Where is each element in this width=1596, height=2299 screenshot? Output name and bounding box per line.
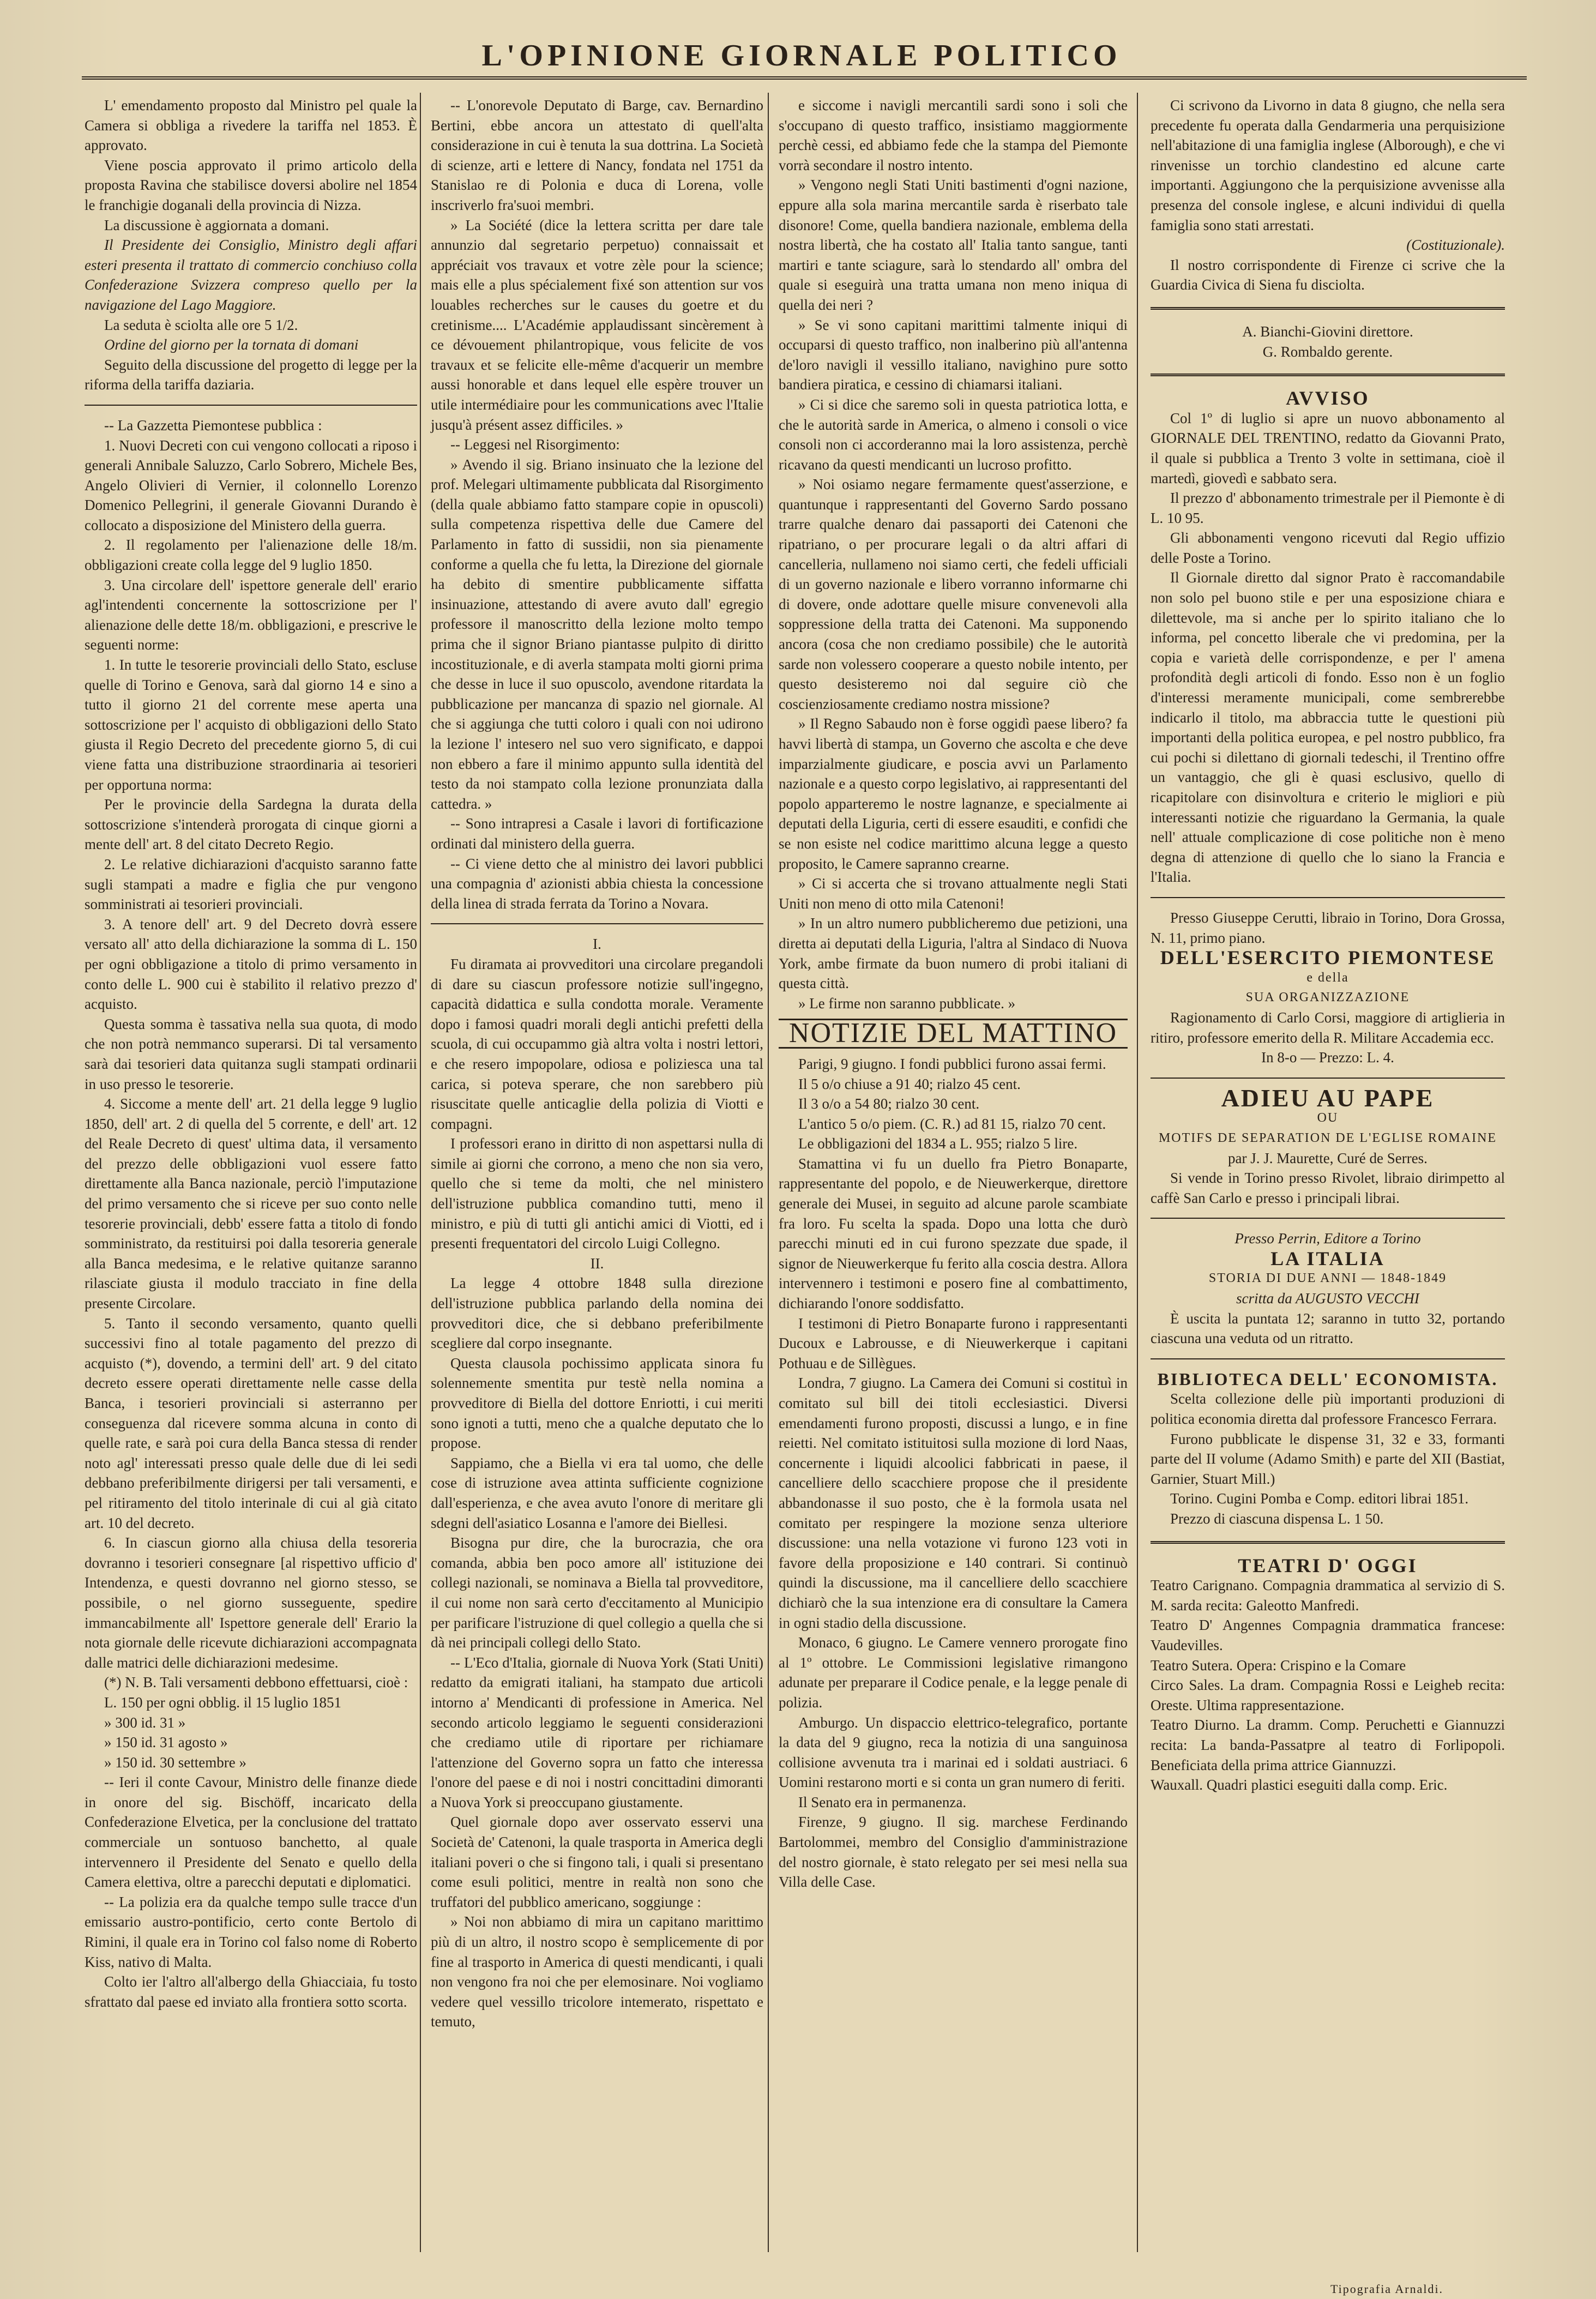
paragraph: » Ci si dice che saremo soli in questa patriotica lotta, e che le autorità sarde in America, o almeno i consoli o vice consoli non ci accorderanno mai la loro assistenza, perchè ricavano da questi mendicanti un lucroso profitto. xyxy=(779,396,1128,473)
paragraph: Torino. Cugini Pomba e Comp. editori librai 1851. xyxy=(1170,1490,1469,1507)
price-line: In 8-o — Prezzo: L. 4. xyxy=(1261,1049,1394,1066)
paragraph: Londra, 7 giugno. La Camera dei Comuni si costituì in comitato sul bill dei titoli ecclesiastici. Diversi emendamenti furono proposti, discussi a lungo, e in fine reietti. Nel comitato istituitosi sulla mozione di lord Naas, concernente i liquidi alcoolici fabbricati in paese, il cancelliere dello scacchiere propose che il presidente abbandonasse il suo posto, che è la formola usata nel comitato per respingere la mozione senza ulteriore discussione: una nella votazione vi furono 123 voti in favore della proposizione e 140 contrari. Si continuò quindi la discussione, ma il cancelliere dello scacchiere dichiarò che la sua intenzione era di consultare la Camera in ogni stadio della discussione. xyxy=(779,1375,1128,1631)
paragraph: -- L'Eco d'Italia, giornale di Nuova York (Stati Uniti) redatto da emigrati italiani, ha stampato due articoli intorno a' Mendicanti di professione in America. Nel secondo articolo leggiamo le seguenti considerazioni che crediamo utile di riportare per richiamare l'attenzione del Governo sopra un fatto che interessa l'onore del paese e di noi i nostri concittadini dimoranti a Nuova York si preoccupano giustamente. xyxy=(431,1654,763,1810)
separator xyxy=(1151,1358,1505,1359)
italia-subheading: STORIA DI DUE ANNI — 1848-1849 xyxy=(1208,1271,1447,1286)
paragraph: 1. In tutte le tesorerie provinciali dello Stato, escluse quelle di Torino e Genova, sarà dal giorno 14 e sino a tutto il giorno 21 del corrente mese aperta una sottoscrizione per l' acquisto di obbligazioni dello Stato giusta il Regio Decreto del precedente giorno 5, di cui viene fatta una distribuzione straordinaria ai tesorieri per opportuna norma: xyxy=(85,657,417,793)
paragraph: È uscita la puntata 12; saranno in tutto 32, portando ciascuna una veduta od un ritratto. xyxy=(1151,1310,1505,1347)
paragraph: Fu diramata ai provveditori una circolare pregandoli di dare su ciascun professore notizie sull'ingegno, capacità didattica e sulla condotta morale. Veramente dopo i famosi quadri morali degli antichi prefetti della scuola, di cui occupammo già altra volta i nostri lettori, e che resero impopolare, odiosa e poliziesca una tal carica, si poteva sperare, che non sarebbero più risuscitate quelle anticaglie della polizia di Viotti e compagni. xyxy=(431,955,763,1132)
paragraph: » Noi non abbiamo di mira un capitano marittimo più di un altro, il nostro scopo è semplicemente di por fine al trasporto in America di questi mendicanti, i quali non vengono fra noi che per elemosinare. Noi vogliamo vedere quel vessillo tricolore intemerato, rispettato e temuto, xyxy=(431,1913,763,2030)
paragraph: (*) N. B. Tali versamenti debbono effettuarsi, cioè : xyxy=(104,1674,408,1691)
paragraph: Stamattina vi fu un duello fra Pietro Bonaparte, rappresentante del popolo, e de Nieuwerkerque, direttore generale dei Musei, in seguito ad alcune parole scambiate fra loro. Fu scelta la spada. Dopo una lotta che durò parecchi minuti ed in cui furono spezzate due spade, il signor de Nieuwerkerque fu ferito alla coscia destra. Allora intervennero i testimoni e posero fine al combattimento, dichiarando l'onore soddisfatto. xyxy=(779,1155,1128,1312)
paragraph: Monaco, 6 giugno. Le Camere vennero prorogate fino al 1º ottobre. Le Commissioni legislative rimangono adunate per preparare il Codice penale, e la legge penale di polizia. xyxy=(779,1634,1128,1711)
paragraph: Per le provincie della Sardegna la durata della sottoscrizione s'intenderà prorogata di cinque giorni a mente dell' art. 8 del citato Decreto Regio. xyxy=(85,796,417,853)
paragraph: -- La Gazzetta Piemontese pubblica : xyxy=(104,417,322,434)
avviso-heading: AVVISO xyxy=(1286,387,1370,410)
paragraph: Scelta collezione delle più importanti produzioni di politica economia diretta dal professore Francesco Ferrara. xyxy=(1151,1391,1505,1428)
paragraph: 1. Nuovi Decreti con cui vengono collocati a riposo i generali Annibale Saluzzo, Carlo Sobrero, Michele Bes, Angelo Olivieri di Vernier, il colonnello Lorenzo Domenico Pellegrini, il generale Giovanni Durando è collocato a disposizione del Ministero della guerra. xyxy=(85,437,417,533)
paragraph: » Se vi sono capitani marittimi talmente iniqui di occuparsi di questo traffico, non inalberino più all'antenna de'loro navigli il vessillo italiano, navighino pure sotto bandiera piratica, e cessino di chiamarsi italiani. xyxy=(779,316,1128,393)
paragraph: Presso Giuseppe Cerutti, libraio in Torino, Dora Grossa, N. 11, primo piano. xyxy=(1151,909,1505,946)
paragraph: Ci scrivono da Livorno in data 8 giugno, che nella sera precedente fu operata dalla Gendarmeria una perquisizione nell'abitazione di una famiglia inglese (Alborough), e che vi rinvenisse un torchio clandestino ed alcune carte importanti. Aggiungono che la perquisizione avvenisse alla presenza del console inglese, e alcuni individui di quella famiglia sono stati arrestati. xyxy=(1151,97,1505,233)
printer-imprint: Tipografia Arnaldi. xyxy=(1330,2282,1444,2296)
section-numeral: I. xyxy=(593,936,601,953)
paragraph: Parigi, 9 giugno. I fondi pubblici furono assai fermi. xyxy=(798,1055,1106,1072)
signature-gerente: G. Rombaldo gerente. xyxy=(1262,343,1393,360)
paragraph: Col 1º di luglio si apre un nuovo abbonamento al GIORNALE DEL TRENTINO, redatto da Giovanni Prato, il quale si pubblica a Trento 3 volte in settimana, cioè il martedì, giovedì e sabbato sera. xyxy=(1151,410,1505,486)
paragraph: -- Leggesi nel Risorgimento: xyxy=(450,436,620,453)
paragraph: » Avendo il sig. Briano insinuato che la lezione del prof. Melegari ultimamente pubblicata dal Risorgimento (della quale abbiamo fatto stampare copie in opuscoli) sulla competenza rispettiva delle due Camere del Parlamento in fatto di sussidii, non sia pienamente conforme a quella che fu letta, la Direzione del giornale ha debito di smentire pubblicamente siffatta insinuazione, attestando di avere avuto dall' egregio professore il manoscritto della lezione molto tempo prima che il signor Briano piantasse pulpito di diritto incostituzionale, e di averla stampata molti giorni prima che desse in luce il suo opuscolo, avendone ritardata la pubblicazione per mancanza di spazio nel giornale. Al che si aggiunga che tutti coloro i quali con noi udirono la lezione l' intesero nel suo vero significato, e dappoi non ebbero a fare il minimo appunto sulla identità del testo da noi stampato colla lezione pronunziata dalla cattedra. » xyxy=(431,456,763,812)
separator xyxy=(1151,374,1505,376)
masthead-rule xyxy=(82,76,1527,80)
column-1 xyxy=(85,95,417,2012)
perrin-line: Presso Perrin, Editore a Torino xyxy=(1234,1230,1421,1247)
paragraph: Seguito della discussione del progetto di legge per la riforma della tariffa daziaria. xyxy=(85,356,417,393)
paragraph: -- L'onorevole Deputato di Barge, cav. Bernardino Bertini, ebbe ancora un attestato di quell'alta considerazione in cui è tenuta la sua dottrina. La Società di scienze, arti e lettere di Nancy, fondata nel 1751 da Stanislao re di Polonia e duca di Lorena, volle inscriverlo fra'suoi membri. xyxy=(431,97,763,213)
paragraph: La legge 4 ottobre 1848 sulla direzione dell'istruzione pubblica parlando della nomina dei provveditori dice, che si debbano preferibilmente scegliere dal corpo insegnante. xyxy=(431,1275,763,1352)
paragraph: Il prezzo d' abbonamento trimestrale per il Piemonte è di L. 10 95. xyxy=(1151,490,1505,526)
table-row: » 150 id. 30 settembre » xyxy=(104,1754,246,1771)
separator xyxy=(1151,897,1505,898)
paragraph: -- Ieri il conte Cavour, Ministro delle finanze diede in onore del sig. Bischöff, incaricato della Confederazione Elvetica, per la conclusione del trattato commerciale un sontuoso banchetto, al quale intervennero il Presidente del Senato e quello della Camera elettiva, oltre a parecchi deputati e diplomatici. xyxy=(85,1774,417,1891)
section-numeral: II. xyxy=(590,1255,604,1272)
paragraph: Si vende in Torino presso Rivolet, libraio dirimpetto al caffè San Carlo e presso i principali librai. xyxy=(1151,1170,1505,1206)
column-divider xyxy=(768,93,769,2252)
adieu-heading: ADIEU AU PAPE xyxy=(1221,1084,1435,1112)
separator xyxy=(85,405,417,406)
paragraph: L' emendamento proposto dal Ministro pel quale la Camera si obbliga a rivedere la tariffa nel 1853. È approvato. xyxy=(85,97,417,154)
paragraph: Ordine del giorno per la tornata di domani xyxy=(104,336,359,353)
list-item: Circo Sales. La dram. Compagnia Rossi e Leigheb recita: Oreste. Ultima rappresentazione. xyxy=(1151,1677,1505,1713)
paragraph: » Vengono negli Stati Uniti bastimenti d'ogni nazione, eppure alla sola marina mercantile sarda è riserbato tale disonore! Come, quella bandiera nazionale, emblema della nostra libertà, che ha costato all' Italia tanto sangue, tanti martiri e tante sciagure, sarà lo stendardo all' ombra del quale si eseguirà una tratta umana non meno iniqua di quella dei neri ? xyxy=(779,177,1128,313)
paragraph: » Le firme non saranno pubblicate. » xyxy=(798,995,1016,1012)
paragraph: -- La polizia era da qualche tempo sulle tracce d'un emissario austro-pontificio, certo conte Bertolo di Rimini, il quale era in Torino col falso nome di Roberto Kiss, nativo di Malta. xyxy=(85,1893,417,1970)
biblioteca-heading: BIBLIOTECA DELL' ECONOMISTA. xyxy=(1157,1369,1498,1389)
paragraph: » La Société (dice la lettera scritta per dare tale annunzio dal segretario perpetuo) connaissait et appréciait vos travaux et votre zèle pour la science; mais elle a plus spécialement fixé son attention sur vos louables recherches sur le causes du goetre et du cretinisme.... L'Académie applaudissant sincèrement à ce dévouement philantropique, vous felicite de vos travaux et se felicite elle-même d'acquerir un membre aussi honorable et dans lequel elle espère trouver un utile intermédiaire pour les communications avec l'Italie jusqu'à présent assez difficiles. » xyxy=(431,216,763,433)
paragraph: Prezzo di ciascuna dispensa L. 1 50. xyxy=(1170,1510,1384,1527)
paragraph: Il 5 o/o chiuse a 91 40; rialzo 45 cent. xyxy=(798,1075,1021,1092)
paragraph: Viene poscia approvato il primo articolo della proposta Ravina che stabilisce doversi abolire nel 1854 le franchigie doganali della provincia di Nizza. xyxy=(85,157,417,213)
signature-direttore: A. Bianchi-Giovini direttore. xyxy=(1242,323,1413,340)
paragraph: 3. A tenore dell' art. 9 del Decreto dovrà essere versato all' atto della dichiarazione la somma di L. 150 per ogni obbligazione a titolo di primo versamento in conto delle L. 900 cui è stabilito il relativo prezzo d' acquisto. xyxy=(85,916,417,1013)
paragraph: » Il Regno Sabaudo non è forse oggidì paese libero? fa havvi libertà di stampa, un Governo che ascolta e che deve imparzialmente giudicare, e poscia avvi un Parlamento nazionale e a questo corpo legislativo, ai rappresentanti del popolo apparteremo le nostre lagnanze, e specialmente ai deputati della Liguria, certi di essere esauditi, e confidi che se non esiste nel codice marittimo alcuna legge a questo proposito, le Camere sapranno crearne. xyxy=(779,715,1128,872)
list-item: Wauxall. Quadri plastici eseguiti dalla comp. Eric. xyxy=(1151,1777,1448,1794)
paragraph: Furono pubblicate le dispense 31, 32 e 33, formanti parte del II volume (Adamo Smith) e parte del XII (Bastiat, Garnier, Stuart Mill.) xyxy=(1151,1430,1505,1487)
separator xyxy=(431,923,763,924)
paragraph: Firenze, 9 giugno. Il sig. marchese Ferdinando Bartolommei, membro del Consiglio d'amministrazione del nostro giornale, è stato relegato per sei mesi nella sua Villa delle Case. xyxy=(779,1814,1128,1891)
esercito-heading: DELL'ESERCITO PIEMONTESE xyxy=(1160,947,1496,969)
table-row: » 150 id. 31 agosto » xyxy=(104,1734,228,1751)
paragraph: I testimoni di Pietro Bonaparte furono i rappresentanti Ducoux e Labrousse, e di Nieuwerkerque i capitani Pothuau e de Sillègues. xyxy=(779,1315,1128,1371)
paragraph: Bisogna pur dire, che la burocrazia, che ora comanda, abbia ben poco amore all' istituzione dei collegi nazionali, se nominava a Biella tal provveditore, il cui nome non sarà certo d'eccitamento al Municipio per parificare l'istruzione di quel collegio a quella che si dà nei principali collegi dello Stato. xyxy=(431,1534,763,1651)
paragraph: Il 3 o/o a 54 80; rialzo 30 cent. xyxy=(798,1096,980,1112)
paragraph: I professori erano in diritto di non aspettarsi nulla di simile ai giorni che corrono, a meno che non sia vero, quello che si teme da molti, che nel ministero dell'istruzione pubblica comandino tutti, meno il ministro, e più di tutti gli antichi amici di Viotti, ed i presenti frequentatori del circolo Luigi Collegno. xyxy=(431,1135,763,1252)
list-item: Teatro Sutera. Opera: Crispino e la Comare xyxy=(1151,1657,1406,1674)
paragraph: Amburgo. Un dispaccio elettrico-telegrafico, portante la data del 9 giugno, reca la notizia di una sanguinosa collisione avvenuta tra i marinai ed i soldati austriaci. 6 Uomini restarono morti e si conta un gran numero di feriti. xyxy=(779,1714,1128,1791)
paragraph: La discussione è aggiornata a domani. xyxy=(104,216,329,233)
paragraph: -- Sono intrapresi a Casale i lavori di fortificazione ordinati dal ministero della guerra. xyxy=(431,815,763,852)
paragraph: 5. Tanto il secondo versamento, quanto quelli successivi fino al totale pagamento del prezzo di acquisto (*), dovendo, a termini dell' art. 9 del citato decreto essere operati direttamente nelle casse della Banca, i tesorieri provinciali si asterranno per conseguenza dal ricevere somma alcuna in conto di quelle rate, e sarà poi cura della Banca stessa di render noto agl' interessati presso quale delle due di lei sedi debbano preferibilmente dirigersi per tali versamenti, e pel ritiramento del titolo interinale di cui al già citato art. 10 del decreto. xyxy=(85,1315,417,1531)
separator xyxy=(1151,1218,1505,1219)
italia-heading: LA ITALIA xyxy=(1270,1247,1385,1269)
list-item: Teatro Diurno. La dramm. Comp. Peruchetti e Giannuzzi recita: La banda-Passatpre al teatro di Forlipopoli. Beneficiata della prima attrice Giannuzzi. xyxy=(1151,1717,1505,1773)
notizie-heading: NOTIZIE DEL MATTINO xyxy=(779,1019,1128,1049)
table-row: » 300 id. 31 » xyxy=(104,1714,186,1731)
italia-author: scritta da AUGUSTO VECCHI xyxy=(1236,1290,1419,1307)
paragraph: Questa clausola pochissimo applicata sinora fu solennemente smentita pur testè nella nomina a provveditore di Biella del dottore Enriotti, i cui meriti sono ignoti a tutti, meno che a qualche deputato che lo propose. xyxy=(431,1355,763,1452)
paragraph: Quel giornale dopo aver osservato esservi una Società de' Catenoni, la quale trasporta in America degli italiani poveri o che si fingono tali, i quali si presentano come esuli politici, mentre in realtà non sono che truffatori del pubblico americano, soggiunge : xyxy=(431,1814,763,1910)
paragraph: » In un altro numero pubblicheremo due petizioni, una diretta ai deputati della Liguria, l'altra al Sindaco di Nuova York, ambe firmate da buon numero di probi italiani di questa città. xyxy=(779,915,1128,992)
masthead-title: L'OPINIONE GIORNALE POLITICO xyxy=(481,39,1122,73)
paragraph: Colto ier l'altro all'albergo della Ghiacciaia, fu tosto sfrattato dal paese ed inviato alla frontiera sotto scorta. xyxy=(85,1973,417,2010)
paragraph: 2. Il regolamento per l'alienazione delle 18/m. obbligazioni create colla legge del 9 luglio 1850. xyxy=(85,537,417,574)
separator xyxy=(1151,307,1505,310)
adieu-author: par J. J. Maurette, Curé de Serres. xyxy=(1228,1150,1428,1166)
paragraph: Il Giornale diretto dal signor Prato è raccomandabile non solo pel buono stile e per una esposizione chiara e dilettevole, ma si anche per lo spirito italiano che lo informa, pel concetto liberale che vi predomina, per la copia e varietà delle corrispondenze, e per l' amena profondità degli articoli di fondo. Esso non è un foglio d'interessi meramente municipali, come sembrerebbe indicarlo il titolo, ma abbraccia tutte le questioni più importanti della politica europea, e pel nostro pubblico, fra cui pochi si dilettano di giornali tedeschi, il Trentino offre un vantaggio, che gli è quasi esclusivo, quello di ricapitolare con disinvoltura e criterio le migliori e più interessanti notizie che riguardano la Germania, la quale nell' attuale complicazione di cose politiche non è meno degna di attenzione di quello che lo siano la Francia e l'Italia. xyxy=(1151,569,1505,886)
paragraph: La seduta è sciolta alle ore 5 1/2. xyxy=(104,316,298,333)
paragraph: Gli abbonamenti vengono ricevuti dal Regio uffizio delle Poste a Torino. xyxy=(1151,529,1505,566)
adieu-subheading: MOTIFS DE SEPARATION DE L'EGLISE ROMAINE xyxy=(1158,1130,1497,1145)
column-3 xyxy=(779,95,1128,1892)
paragraph: -- Ci viene detto che al ministro dei lavori pubblici una compagnia d' azionisti abbia chiesta la concessione della linea di strada ferrata da Torino a Novara. xyxy=(431,855,763,912)
column-divider xyxy=(420,93,421,2252)
paragraph: e siccome i navigli mercantili sardi sono i soli che s'occupano di questo traffico, insistiamo maggiormente perchè cessi, ed abbiamo fede che la stampa del Piemonte vorrà secondare il nostro intento. xyxy=(779,97,1128,173)
paragraph: Il Presidente dei Consiglio, Ministro degli affari esteri presenta il trattato di commercio conchiuso colla Confederazione Svizzera compreso quello per la navigazione del Lago Maggiore. xyxy=(85,237,417,313)
paragraph: L'antico 5 o/o piem. (C. R.) ad 81 15, rialzo 70 cent. xyxy=(798,1115,1106,1132)
separator xyxy=(1151,1078,1505,1079)
paragraph: Le obbligazioni del 1834 a L. 955; rialzo 5 lire. xyxy=(798,1135,1078,1152)
paragraph: Ragionamento di Carlo Corsi, maggiore di artiglieria in ritiro, professore emerito della R. Militare Accademia ecc. xyxy=(1151,1009,1505,1046)
column-4 xyxy=(1151,95,1505,1795)
teatri-heading: TEATRI D' OGGI xyxy=(1238,1554,1418,1576)
paragraph: Questa somma è tassativa nella sua quota, di modo che non potrà nemmanco superarsi. Di tal versamento sarà dai tesorieri data quitanza sugli stampati ordinarii in uso presso le tesorerie. xyxy=(85,1015,417,1092)
adieu-ou: OU xyxy=(1317,1111,1339,1126)
paragraph: » Ci si accerta che si trovano attualmente negli Stati Uniti non meno di otto mila Catenoni! xyxy=(779,875,1128,912)
paragraph: (Costituzionale). xyxy=(1406,237,1505,254)
esercito-subheading: SUA ORGANIZZAZIONE xyxy=(1245,990,1410,1005)
paragraph: 6. In ciascun giorno alla chiusa della tesoreria dovranno i tesorieri consegnare [al rispettivo ufficio d' Intendenza, e questi dovranno nel giorno stesso, se possibile, o nel giorno susseguente, spedire immancabilmente all' Ispettore generale dell' Erario la nota giornale delle ricevute dichiarazioni accompagnata dalle matrici delle dichiarazioni medesime. xyxy=(85,1534,417,1671)
paragraph: 3. Una circolare dell' ispettore generale dell' erario agl'intendenti concernente la sottoscrizione per l' alienazione delle dette 18/m. obbligazioni, e prescrive le seguenti norme: xyxy=(85,576,417,653)
column-divider xyxy=(1137,93,1138,2252)
table-row: L. 150 per ogni obblig. il 15 luglio 1851 xyxy=(104,1694,341,1711)
paragraph: » Noi osiamo negare fermamente quest'asserzione, e quantunque i rappresentanti del Governo Sardo possano trarre qualche denaro dai passaporti dei Catenoni che ripatriano, o per procurare legali o da altri affari di cancelleria, nullameno noi siamo certi, che fedeli ufficiali di un governo nazionale e libero vorranno informarne chi di dovere, onde adottare quelle misure convenevoli alla soppressione della tratta dei Catenoni. Ma supponendo ancora (cosa che non crediamo possibile) che le autorità sarde non volessero cooperare a questo nobile intento, per questo desisteremo noi dal seguire ciò che coscienziosamente crediamo nostra missione? xyxy=(779,476,1128,712)
column-2 xyxy=(431,95,763,2032)
paragraph: Il Senato era in permanenza. xyxy=(798,1794,967,1810)
esercito-subheading: e della xyxy=(1306,970,1349,985)
paragraph: Il nostro corrispondente di Firenze ci scrive che la Guardia Civica di Siena fu disciolta. xyxy=(1151,256,1505,293)
separator xyxy=(1151,1541,1505,1544)
paragraph: 2. Le relative dichiarazioni d'acquisto saranno fatte sugli stampati a madre e figlia che pur vengono somministrati ai tesorieri provinciali. xyxy=(85,856,417,913)
paragraph: Sappiamo, che a Biella vi era tal uomo, che delle cose di istruzione avea attinta sufficiente cognizione dall'esperienza, e che avea avuto l'onore di meritare gli sdegni dell'asiatico Losanna e l'amore dei Biellesi. xyxy=(431,1454,763,1531)
list-item: Teatro Carignano. Compagnia drammatica al servizio di S. M. sarda recita: Galeotto Manfredi. xyxy=(1151,1577,1505,1614)
paragraph: 4. Siccome a mente dell' art. 21 della legge 9 luglio 1850, dell' art. 2 di quella del 5 corrente, e dell' art. 12 del Reale Decreto di quest' ultima data, il versamento del prezzo delle obbligazioni vuol essere fatto direttamente alla Banca nazionale, perciò l'imputazione del primo versamento che si riceve per suo conto nelle tesorerie provinciali, debb' essere fatta a titolo di fondo somministrato, da restituirsi poi dalla tesoreria generale alla Banca medesima, e le relative quitanze saranno rilasciate giusta il modulo tracciato in fine della presente Circolare. xyxy=(85,1096,417,1312)
list-item: Teatro D' Angennes Compagnia drammatica francese: Vaudevilles. xyxy=(1151,1617,1505,1653)
